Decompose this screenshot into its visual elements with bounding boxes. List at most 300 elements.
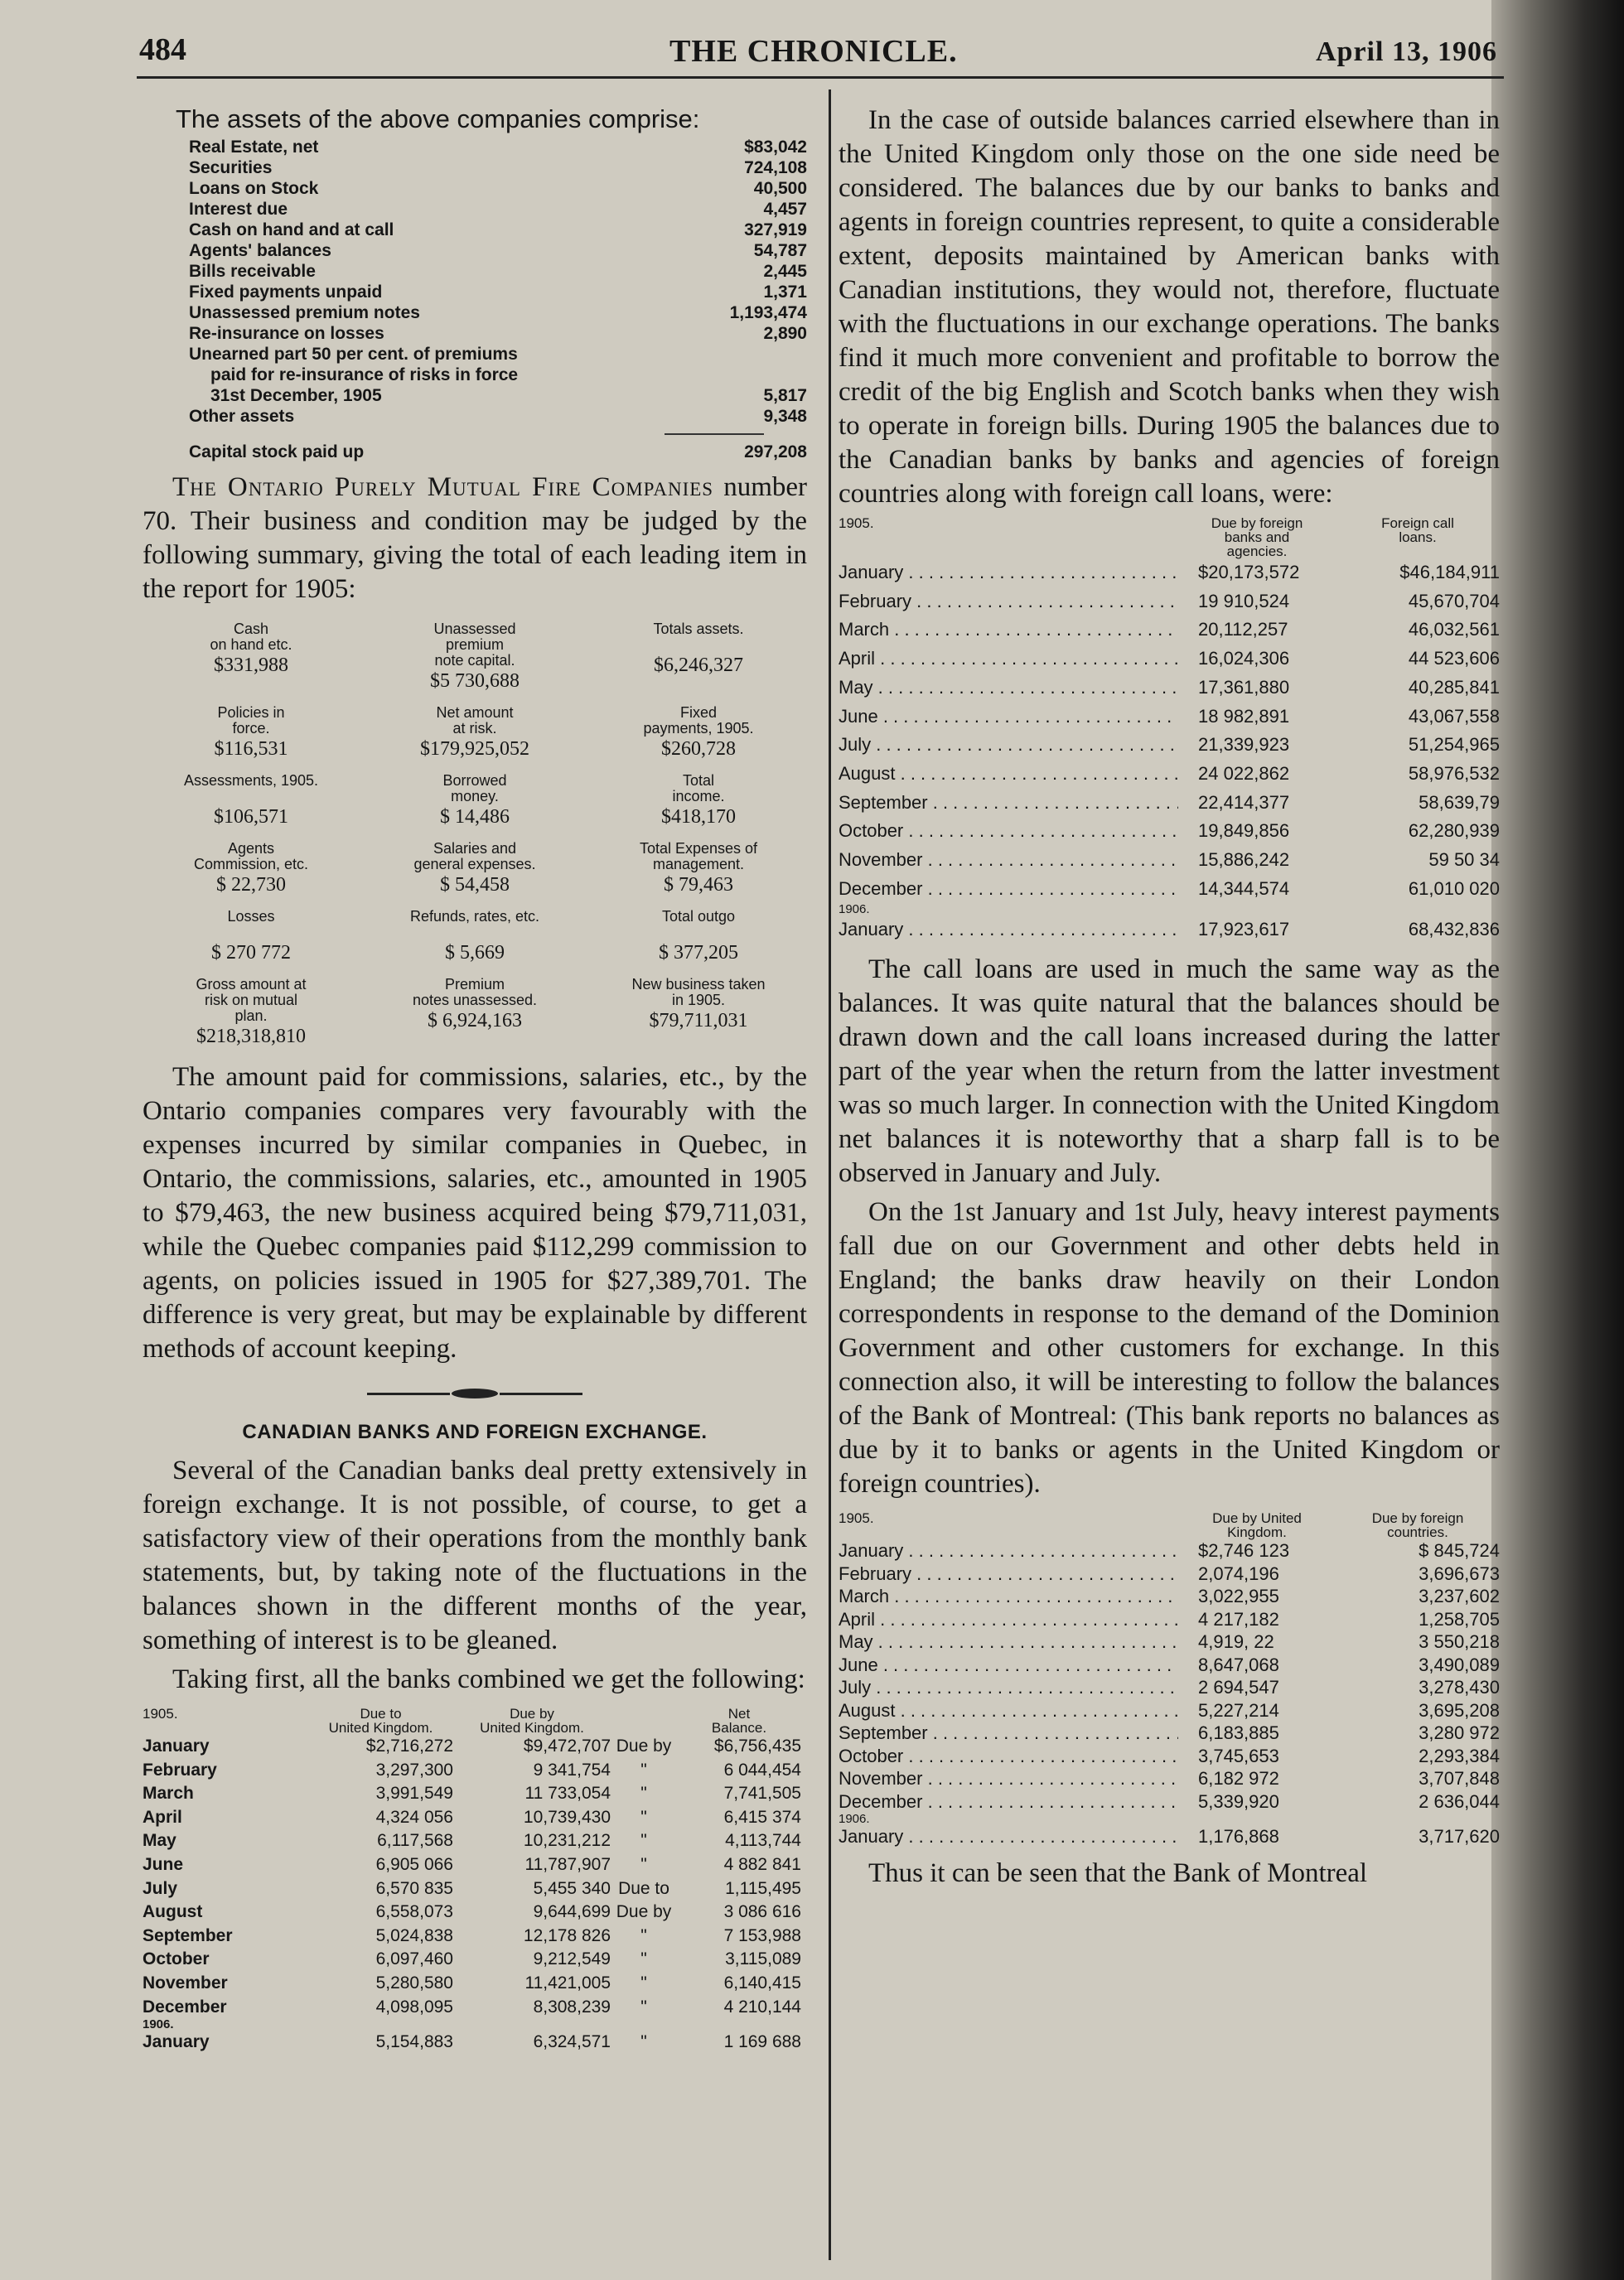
- summary-value: $ 79,463: [664, 874, 733, 896]
- table-cell-a: $2,746 123: [1198, 1540, 1290, 1562]
- table-cell-month: August . . .: [839, 760, 1178, 789]
- summary-value: $ 54,458: [440, 874, 510, 896]
- table-cell-a: 2,074,196: [1198, 1563, 1279, 1584]
- foreign-balances-table: [839, 516, 1500, 944]
- table-cell-month: July: [143, 1878, 178, 1898]
- table-cell-a: 19 910,524: [1198, 590, 1290, 611]
- table-cell-to: 6,097,460: [375, 1949, 453, 1969]
- summary-value: $ 377,205: [659, 942, 738, 964]
- assets-row: [189, 137, 807, 157]
- table-cell-to: 4,324 056: [375, 1807, 453, 1827]
- assets-label: Fixed payments unpaid: [189, 283, 383, 302]
- table-row: [839, 760, 1500, 789]
- table-cell-dir: ": [640, 1854, 647, 1874]
- table-row: [839, 1745, 1500, 1768]
- table-cell-b: 58,976,532: [1408, 762, 1500, 784]
- assets-heading: The assets of the above companies comprise:: [176, 104, 700, 133]
- table-cell-dir: ": [640, 1807, 647, 1827]
- section-ornament: [143, 1388, 807, 1399]
- summary-label: Premium notes unassessed.: [412, 976, 538, 1008]
- table-cell-a: 1,176,868: [1198, 1826, 1279, 1848]
- summary-label: Total outgo: [661, 908, 736, 925]
- assets-value: $83,042: [744, 138, 807, 157]
- table-row: [143, 1806, 807, 1830]
- table-cell-net: 3,115,089: [725, 1949, 801, 1969]
- ornament-line-left: [367, 1393, 450, 1395]
- capital-value: 297,208: [744, 442, 807, 461]
- table-cell-month: April . . .: [839, 1608, 1178, 1631]
- table-cell-b: 3,695,208: [1419, 1699, 1500, 1721]
- table-row: [839, 558, 1500, 587]
- table-cell-month: September . . .: [839, 1722, 1178, 1745]
- assets-row: [189, 365, 807, 385]
- table-cell-b: 3,707,848: [1419, 1768, 1500, 1790]
- summary-value: $ 6,924,163: [428, 1010, 522, 1031]
- table-row: [143, 2031, 807, 2055]
- table-cell-b: 46,032,561: [1408, 619, 1500, 640]
- page-gutter-shadow: [1491, 0, 1624, 2280]
- canadian-paragraph-1: Several of the Canadian banks deal pretty extensively in foreign exchange. It is not possible, of course, to get a satisfactory view of their operations from the monthly bank statements, but, by taking note of the fluctuations in the balances shown in the different months of the year, something of interest is to be gleaned.: [143, 1456, 807, 1655]
- table-cell-month: September: [143, 1925, 233, 1945]
- issue-date: April 13, 1906: [1316, 36, 1497, 67]
- assets-label: Bills receivable: [189, 262, 316, 281]
- table-row: [143, 1877, 807, 1901]
- table-row: [839, 731, 1500, 760]
- table-row: [839, 875, 1500, 904]
- table-header-cell: 1905.: [839, 1510, 874, 1527]
- table-cell-a: 19,849,856: [1198, 820, 1290, 842]
- summary-value: $331,988: [214, 655, 288, 676]
- table-cell-month: July . . .: [839, 1676, 1178, 1699]
- summary-cell: [590, 705, 807, 761]
- table-row: [839, 1585, 1500, 1608]
- summary-cell: [143, 977, 360, 1049]
- table-cell-month: August . . .: [839, 1699, 1178, 1722]
- table-cell-month: February: [143, 1760, 217, 1780]
- summary-label: Borrowed money.: [442, 772, 507, 804]
- table-year-label: 1906.: [839, 902, 870, 917]
- table-row: [143, 1782, 807, 1806]
- assets-value: 2,890: [763, 324, 807, 343]
- summary-value: $418,170: [661, 806, 736, 828]
- table-header-row: [143, 1707, 807, 1735]
- assets-row: [189, 344, 807, 365]
- table-cell-month: January: [143, 1737, 210, 1756]
- table-cell-month: June . . .: [839, 1654, 1178, 1677]
- summary-cell: [143, 705, 360, 761]
- assets-label: paid for re-insurance of risks in force: [210, 365, 519, 384]
- table-cell-a: 22,414,377: [1198, 791, 1290, 813]
- table-cell-to: 3,297,300: [375, 1760, 453, 1780]
- assets-label: Loans on Stock: [189, 179, 319, 198]
- table-cell-b: 40,285,841: [1408, 676, 1500, 698]
- assets-label: Cash on hand and at call: [189, 220, 394, 239]
- table-row: [839, 846, 1500, 875]
- table-row: [143, 1735, 807, 1759]
- assets-label: Securities: [189, 158, 273, 177]
- table-cell-net: $6,756,435: [713, 1737, 801, 1756]
- summary-label: Total Expenses of management.: [639, 840, 758, 872]
- table-cell-dir: ": [640, 2032, 647, 2052]
- table-cell-b: 3,696,673: [1419, 1563, 1500, 1584]
- capital-label: Capital stock paid up: [189, 442, 365, 461]
- table-cell-a: 16,024,306: [1198, 648, 1290, 669]
- table-cell-net: 6 044,454: [723, 1760, 801, 1780]
- assets-label: Real Estate, net: [189, 138, 319, 157]
- page-number: 484: [139, 32, 186, 67]
- table-cell-b: 3,237,602: [1419, 1586, 1500, 1607]
- table-row: [839, 616, 1500, 645]
- table-cell-a: 3,745,653: [1198, 1745, 1279, 1766]
- table-cell-a: 17,923,617: [1198, 919, 1290, 940]
- table-header-row: [839, 516, 1500, 558]
- table-cell-a: 4,919, 22: [1198, 1631, 1274, 1653]
- table-cell-b: $46,184,911: [1399, 562, 1500, 582]
- assets-total-rule: [665, 433, 764, 435]
- ontario-paragraph-text: number 70. Their business and condition may be judged by the following summary, giving the total of each leading item in the report for 1905:: [143, 472, 807, 604]
- assets-row: [189, 157, 807, 178]
- summary-cell: [143, 909, 360, 965]
- table-cell-dir: Due to: [618, 1878, 669, 1898]
- summary-value: $260,728: [661, 738, 736, 760]
- table-cell-b: 2,293,384: [1419, 1745, 1500, 1766]
- summary-label: Totals assets.: [653, 621, 744, 637]
- table-row: [839, 1676, 1500, 1699]
- assets-label: Unearned part 50 per cent. of premiums: [189, 345, 518, 364]
- assets-value: 9,348: [763, 407, 807, 426]
- table-cell-dir: ": [640, 1831, 647, 1851]
- table-header-row: [839, 1511, 1500, 1539]
- table-cell-net: 1 169 688: [723, 2032, 801, 2052]
- table-header-cell: Due to United Kingdom.: [328, 1706, 433, 1736]
- table-cell-a: 5,339,920: [1198, 1790, 1279, 1812]
- summary-label: Agents Commission, etc.: [193, 840, 309, 872]
- table-cell-to: 4,098,095: [375, 1997, 453, 2017]
- table-cell-month: March . . .: [839, 1585, 1178, 1608]
- table-cell-to: $2,716,272: [365, 1737, 453, 1756]
- summary-value: $79,711,031: [649, 1010, 748, 1031]
- table-cell-a: 17,361,880: [1198, 676, 1290, 698]
- table-cell-month: January . . .: [839, 558, 1178, 587]
- table-cell-net: 7 153,988: [723, 1925, 801, 1945]
- table-cell-net: 7,741,505: [723, 1784, 801, 1804]
- table-cell-b: 61,010 020: [1408, 877, 1500, 899]
- table-cell-dir: ": [640, 1925, 647, 1945]
- assets-value: 2,445: [763, 262, 807, 281]
- summary-cell: [366, 773, 583, 829]
- assets-value: 54,787: [753, 241, 807, 260]
- outside-balances-paragraph: In the case of outside balances carried elsewhere than in the United Kingdom only those on the one side need be considered. The balances due by our banks to banks and agents in foreign countries represent, to quite a considerable extent, deposits maintained by American banks with Canadian institutions, they would not, therefore, fluctuate with the fluctuations in our exchange operations. The banks find it much more convenient and profitable to borrow the credit of the big English and Scotch banks when they wish to operate in foreign bills. During 1905 the balances due to the Canadian banks by banks and agencies of foreign countries along with foreign call loans, were:: [839, 105, 1500, 509]
- table-cell-month: May . . .: [839, 1630, 1178, 1654]
- table-cell-net: 4,113,744: [725, 1831, 801, 1851]
- summary-value: $ 22,730: [216, 874, 286, 896]
- table-cell-dir: ": [640, 1997, 647, 2017]
- ontario-expenses-paragraph: The amount paid for commissions, salaries, etc., by the Ontario companies compares very favourably with the expenses incurred by similar companies in Quebec, in Ontario, the commissions, salaries, etc., amounted in 1905 to $79,463, the new business acquired being $79,711,031, while the Quebec companies paid $112,299 commission to agents, on policies issued in 1905 for $27,389,701. The difference is very great, but may be explainable by different methods of account keeping.: [143, 1062, 807, 1364]
- table-row: [839, 1699, 1500, 1722]
- table-cell-month: November . . .: [839, 1767, 1178, 1790]
- table-cell-dir: ": [640, 1973, 647, 1993]
- table-row: [839, 1539, 1500, 1563]
- table-cell-b: 3,278,430: [1419, 1677, 1500, 1698]
- summary-value: $179,925,052: [420, 738, 529, 760]
- table-cell-to: 3,991,549: [375, 1784, 453, 1804]
- table-row: [143, 1925, 807, 1949]
- table-cell-by: 11 733,054: [524, 1784, 611, 1804]
- table-cell-b: 58,639,79: [1419, 791, 1500, 813]
- assets-row: [189, 323, 807, 344]
- section-heading: CANADIAN BANKS AND FOREIGN EXCHANGE.: [242, 1421, 708, 1443]
- table-cell-month: July . . .: [839, 731, 1178, 760]
- table-cell-a: 5,227,214: [1198, 1699, 1279, 1721]
- table-row: [839, 789, 1500, 818]
- table-cell-to: 6,558,073: [375, 1902, 453, 1922]
- table-cell-month: December . . .: [839, 1790, 1178, 1814]
- table-cell-b: 2 636,044: [1419, 1790, 1500, 1812]
- table-cell-b: 3,490,089: [1419, 1654, 1500, 1675]
- table-cell-month: March . . .: [839, 616, 1178, 645]
- call-loans-paragraph: The call loans are used in much the same way as the balances. It was quite natural that the balances should be drawn down and the call loans increased during the latter part of the year when the return from the latter investment was so much larger. In connection with the United Kingdom net balances it is noteworthy that a sharp fall is to be observed in January and July.: [839, 954, 1500, 1189]
- table-cell-month: August: [143, 1902, 203, 1922]
- table-cell-net: 6,140,415: [723, 1973, 801, 1993]
- table-header-cell: Net Balance.: [711, 1706, 767, 1736]
- summary-cell: [366, 841, 583, 897]
- table-header-cell: Foreign call loans.: [1381, 515, 1454, 545]
- table-row: [143, 1948, 807, 1972]
- table-row: [839, 703, 1500, 732]
- summary-cell: [143, 773, 360, 829]
- assets-value: 5,817: [763, 386, 807, 405]
- assets-value: 327,919: [744, 220, 807, 239]
- table-cell-month: January . . .: [839, 1825, 1178, 1848]
- table-cell-dir: ": [640, 1784, 647, 1804]
- summary-value: $6,246,327: [654, 655, 743, 676]
- summary-label: Salaries and general expenses.: [413, 840, 536, 872]
- summary-label: Gross amount at risk on mutual plan.: [196, 976, 307, 1024]
- table-year-label: 1906.: [143, 2017, 174, 2032]
- assets-row: [189, 282, 807, 302]
- table-cell-dir: Due by: [616, 1902, 672, 1922]
- table-row: [143, 1853, 807, 1877]
- assets-value: [701, 344, 807, 365]
- table-cell-net: 1,115,495: [725, 1878, 801, 1898]
- table-cell-to: 5,024,838: [375, 1925, 453, 1945]
- table-cell-month: December . . .: [839, 875, 1178, 904]
- table-header-cell: 1905.: [839, 515, 874, 531]
- summary-label: Assessments, 1905.: [183, 772, 319, 789]
- table-cell-month: September . . .: [839, 789, 1178, 818]
- table-cell-month: October . . .: [839, 817, 1178, 846]
- table-cell-b: 51,254,965: [1408, 734, 1500, 756]
- summary-cell: [366, 705, 583, 761]
- table-cell-by: 12,178 826: [523, 1925, 611, 1945]
- assets-label: Unassessed premium notes: [189, 303, 420, 322]
- table-cell-a: 6,182 972: [1198, 1768, 1279, 1790]
- table-cell-a: 4 217,182: [1198, 1608, 1279, 1630]
- summary-cell: [143, 841, 360, 897]
- table-cell-a: 6,183,885: [1198, 1722, 1279, 1744]
- table-cell-b: 1,258,705: [1419, 1608, 1500, 1630]
- table-cell-dir: Due by: [616, 1737, 672, 1756]
- assets-row: [189, 220, 807, 240]
- assets-value: [701, 365, 807, 385]
- table-cell-by: 11,421,005: [524, 1973, 611, 1993]
- table-cell-month: March: [143, 1784, 194, 1804]
- table-year-label: 1906.: [839, 1812, 870, 1827]
- assets-row: [189, 178, 807, 199]
- summary-cell: [143, 621, 360, 693]
- table-cell-month: May . . .: [839, 674, 1178, 703]
- table-cell-a: 2 694,547: [1198, 1677, 1279, 1698]
- table-row: [839, 1767, 1500, 1790]
- table-cell-month: May: [143, 1831, 176, 1851]
- table-cell-a: 21,339,923: [1198, 734, 1290, 756]
- table-cell-a: 14,344,574: [1198, 877, 1290, 899]
- ontario-paragraph: [143, 471, 807, 606]
- table-header-cell: Due by foreign countries.: [1371, 1510, 1464, 1541]
- table-cell-b: 3,280 972: [1419, 1722, 1500, 1744]
- table-cell-b: 68,432,836: [1408, 919, 1500, 940]
- table-cell-by: 8,308,239: [533, 1997, 611, 2017]
- summary-label: Refunds, rates, etc.: [409, 908, 540, 925]
- table-cell-net: 4 210,144: [723, 1997, 801, 2017]
- assets-value: 724,108: [744, 158, 807, 177]
- table-cell-month: November: [143, 1973, 228, 1993]
- table-row: [839, 1608, 1500, 1631]
- table-cell-net: 3 086 616: [723, 1902, 801, 1922]
- table-row: [839, 1825, 1500, 1848]
- summary-value: $ 14,486: [440, 806, 510, 828]
- table-row: [839, 1654, 1500, 1677]
- table-cell-by: 9,212,549: [533, 1949, 611, 1969]
- table-header-cell: Due by United Kingdom.: [480, 1706, 584, 1736]
- summary-label: Policies in force.: [217, 704, 285, 737]
- table-cell-month: January . . .: [839, 915, 1178, 944]
- table-cell-month: April: [143, 1807, 182, 1827]
- summary-value: $116,531: [214, 738, 288, 760]
- table-header-cell: 1905.: [143, 1706, 178, 1722]
- ornament-center: [452, 1389, 498, 1398]
- table-cell-by: 6,324,571: [533, 2032, 611, 2052]
- summary-cell: [590, 773, 807, 829]
- ontario-heading: The Ontario Purely Mutual Fire Companies: [172, 472, 714, 502]
- table-cell-by: 5,455 340: [533, 1878, 611, 1898]
- table-row: [839, 1630, 1500, 1654]
- assets-row: [189, 261, 807, 282]
- table-cell-month: November . . .: [839, 846, 1178, 875]
- table-cell-to: 5,280,580: [375, 1973, 453, 1993]
- assets-label: Re-insurance on losses: [189, 324, 384, 343]
- summary-label: Unassessed premium note capital.: [433, 621, 516, 669]
- table-cell-dir: ": [640, 1949, 647, 1969]
- table-header-cell: Due by United Kingdom.: [1212, 1510, 1302, 1541]
- table-cell-to: 6,905 066: [375, 1854, 453, 1874]
- table-cell-to: 6,570 835: [375, 1878, 453, 1898]
- table-cell-b: 59 50 34: [1428, 849, 1500, 871]
- table-cell-a: $20,173,572: [1198, 562, 1300, 582]
- table-cell-a: 18 982,891: [1198, 705, 1290, 727]
- closing-paragraph: Thus it can be seen that the Bank of Montreal: [868, 1857, 1368, 1888]
- table-row: [839, 587, 1500, 616]
- united-kingdom-balances-table: [143, 1707, 807, 2055]
- table-cell-by: 10,231,212: [523, 1831, 611, 1851]
- assets-label: 31st December, 1905: [210, 386, 382, 405]
- summary-value: $106,571: [214, 806, 288, 828]
- assets-row: [189, 240, 807, 261]
- summary-cell: [590, 909, 807, 965]
- column-rule: [829, 89, 831, 2260]
- summary-label: Net amount at risk.: [436, 704, 514, 737]
- assets-value: 1,193,474: [729, 303, 807, 322]
- page-header: [139, 31, 1506, 81]
- table-row: [143, 1901, 807, 1925]
- bank-of-montreal-table: [839, 1511, 1500, 1848]
- table-cell-b: 62,280,939: [1408, 820, 1500, 842]
- table-cell-by: 9,644,699: [533, 1902, 611, 1922]
- table-cell-a: 3,022,955: [1198, 1586, 1279, 1607]
- table-cell-month: June: [143, 1854, 184, 1874]
- table-row: [839, 674, 1500, 703]
- summary-cell: [366, 621, 583, 693]
- table-cell-b: 3 550,218: [1419, 1631, 1500, 1653]
- table-cell-by: 10,739,430: [523, 1807, 611, 1827]
- table-cell-by: 9 341,754: [533, 1760, 611, 1780]
- ornament-line-right: [500, 1393, 582, 1395]
- table-row: [839, 1722, 1500, 1745]
- table-cell-to: 6,117,568: [377, 1831, 453, 1851]
- summary-cell: [366, 909, 583, 965]
- summary-cell: [590, 841, 807, 897]
- table-cell-a: 24 022,862: [1198, 762, 1290, 784]
- table-cell-b: 44 523,606: [1408, 648, 1500, 669]
- canadian-paragraph-2: Taking first, all the banks combined we get the following:: [172, 1664, 805, 1694]
- assets-label: Interest due: [189, 200, 288, 219]
- summary-value: $ 270 772: [211, 942, 291, 964]
- summary-label: Total income.: [672, 772, 725, 804]
- left-column: [143, 104, 807, 2055]
- table-cell-month: February . . .: [839, 587, 1178, 616]
- table-cell-b: 43,067,558: [1408, 705, 1500, 727]
- assets-label: Other assets: [189, 407, 295, 426]
- summary-value: $218,318,810: [196, 1026, 306, 1047]
- summary-value: $ 5,669: [445, 942, 505, 964]
- table-cell-b: 3,717,620: [1419, 1826, 1500, 1848]
- table-cell-month: December: [143, 1997, 227, 2017]
- table-cell-by: $9,472,707: [523, 1737, 611, 1756]
- header-rule: [137, 76, 1504, 79]
- table-row: [839, 645, 1500, 674]
- assets-row: [189, 199, 807, 220]
- table-cell-month: January . . .: [839, 1539, 1178, 1563]
- table-row: [143, 1829, 807, 1853]
- summary-label: Losses: [227, 908, 275, 925]
- assets-value: 4,457: [763, 200, 807, 219]
- table-row: [839, 1790, 1500, 1814]
- table-cell-a: 8,647,068: [1198, 1654, 1279, 1675]
- table-cell-month: April . . .: [839, 645, 1178, 674]
- table-cell-a: 15,886,242: [1198, 849, 1290, 871]
- assets-row: [189, 406, 807, 427]
- assets-table: [143, 137, 807, 427]
- table-cell-to: 5,154,883: [375, 2032, 453, 2052]
- summary-cell: [590, 621, 807, 693]
- table-row: [143, 1759, 807, 1783]
- publication-title: THE CHRONICLE.: [669, 34, 958, 69]
- summary-label: Fixed payments, 1905.: [643, 704, 754, 737]
- capital-row: [189, 442, 807, 462]
- table-row: [839, 915, 1500, 944]
- interest-payments-paragraph: On the 1st January and 1st July, heavy interest payments fall due on our Government and other debts held in England; the banks draw heavily on their London correspondents in response to the demand of the Dominion Government and other customers for exchange. In this connection also, it will be interesting to follow the balances of the Bank of Montreal: (This bank reports no balances as due by it to banks or agents in the United Kingdom or foreign countries).: [839, 1197, 1500, 1500]
- ontario-summary-grid: [143, 621, 807, 1049]
